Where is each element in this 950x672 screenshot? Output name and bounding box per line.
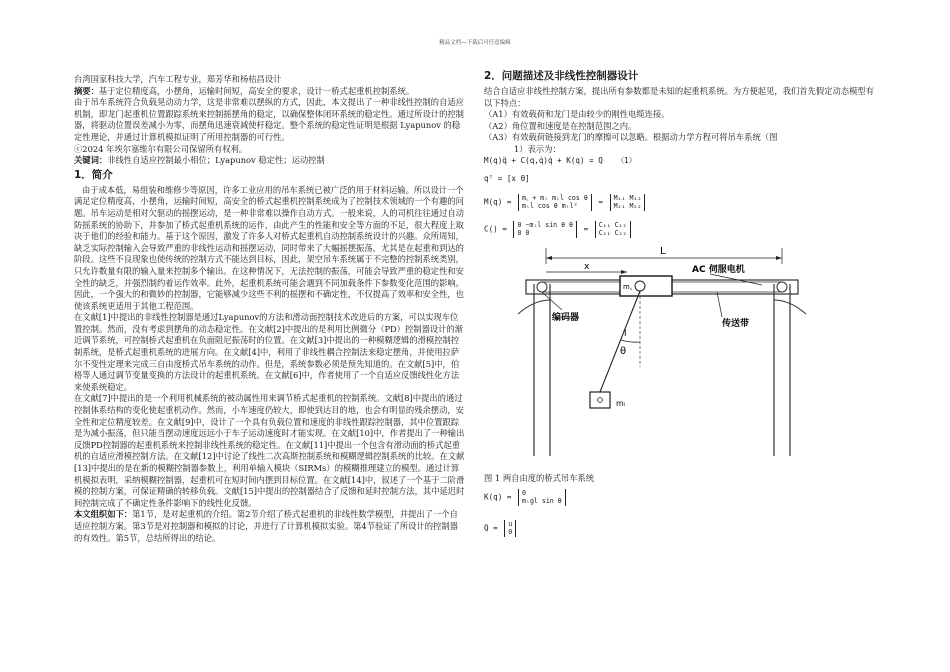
coriolis-matrix-lhs: C() = bbox=[484, 224, 507, 234]
coriolis-matrix-symbolic bbox=[595, 221, 631, 238]
equation-1-number: （1） bbox=[616, 155, 637, 165]
mass-matrix-equals: = bbox=[598, 197, 603, 207]
angle-arc bbox=[621, 340, 640, 342]
abstract bbox=[74, 86, 466, 98]
right-post bbox=[774, 284, 790, 456]
mass-matrix-row-2: mₗl cos θ mₗl² bbox=[522, 202, 578, 211]
equation-1 bbox=[484, 156, 878, 166]
assumption-1: （A1）有效载荷和龙门是由较少的刚性电缆连接。 bbox=[484, 109, 670, 120]
mass-matrix-row-1: m꜀ + mₗ mₗl cos θ bbox=[522, 193, 588, 202]
assumption-2: （A2）角位置和速度是在控制范围之内。 bbox=[484, 120, 637, 131]
gravity-vector bbox=[518, 489, 566, 506]
organization bbox=[74, 509, 466, 544]
motor-pulley bbox=[777, 282, 787, 292]
coriolis-matrix bbox=[513, 221, 577, 238]
abstract-lead: 基于定位精度高，小摆角，运输时间短，高安全的要求，设计一桥式起重机控制系统。 bbox=[98, 85, 415, 96]
gravity-vector-lhs: K(q) = bbox=[484, 492, 512, 502]
left-column bbox=[74, 74, 466, 544]
intro-paragraph-1: 由于成本低，易组装和维修少等原因，许多工业应用的吊车系统已被广泛的用于材料运输。所以设计一个满足定位精度高，小摆角，运输时间短，高安全的桥式起重机控制系统成为了控制技术领域的一个有趣的问题。吊车运动是相对欠驱动的摇摆运动，是一种非常难以操作自动方式。一般来说，人的司机往往通过自动防摇系统的协助下，并参加了桥式起重机系统的运作，由此产生的性能和安全等方面的不足，很大程度上取决于他们的经验和能力。基于这个原因，激发了许多人对桥式起重机自动控制系统设计的兴趣。众所周知，缺乏实际控制输入会导致严重的非线性运动和摇摆运动，同时带来了大幅摇摆振荡，尤其是在起重和到达的阶段。这些不良现象也使传统的控制方式不能达到目标，因此，架空吊车系统属于不完整的控制系统类别，只允许数量有限的输入量来控制多个输出。在这种情况下，无法控制的振荡，可能会导致严重的稳定性和安全性的缺乏，并强烈制约着运作效率。此外，起重机系统可能会遇到不同加载条件下参数变化范围的影响。因此，一个强大的和微妙的控制器，它能够减少这些不利的摇摆和不确定性，不仅提高了效率和安全性，也使该系统更适用于其他工程范围。 bbox=[74, 184, 464, 311]
keywords-label: 关键词： bbox=[74, 155, 108, 166]
figure-1-caption: 图 1 两自由度的桥式吊车系统 bbox=[484, 473, 595, 484]
equation-mass-matrix bbox=[484, 194, 878, 211]
mass-matrix-symbolic-row-2: M₂₁ M₂₂ bbox=[613, 202, 642, 211]
affiliation: 台湾国家科技大学，汽车工程专业，郑芳华和杨桔昌设计 bbox=[74, 74, 282, 84]
coriolis-matrix-row-1: 0 −mₗl sin θ θ̇ bbox=[517, 220, 574, 229]
input-vector bbox=[504, 520, 516, 537]
organization-text: 第1节，是对起重机的介绍。第2节介绍了桥式起重机的非线性数学模型，并提出了一个自适应控制方案。第3节是对控制器和模拟的讨论，并进行了计算机模拟实验。第4节验证了所设计的控制器的有效性。第5节，总结所得出的结论。 bbox=[74, 509, 458, 543]
label-L: L bbox=[660, 245, 666, 257]
label-theta: θ bbox=[620, 345, 627, 357]
left-post bbox=[534, 284, 550, 456]
equation-coriolis-matrix bbox=[484, 221, 878, 238]
encoder-leader bbox=[542, 292, 562, 310]
assumption-continuation: 1）表示为： bbox=[514, 143, 561, 154]
label-ml: mₗ bbox=[616, 398, 626, 408]
input-vector-lhs: Q = bbox=[484, 523, 498, 533]
label-motor: AC 伺服电机 bbox=[692, 264, 745, 275]
payload bbox=[590, 392, 610, 408]
label-belt: 传送带 bbox=[722, 318, 750, 329]
coriolis-matrix-row-2: 0 0 bbox=[517, 229, 530, 238]
mass-matrix bbox=[518, 194, 592, 211]
mass-matrix-symbolic-row-1: M₁₁ M₁₂ bbox=[613, 193, 642, 202]
label-mc: m꜀ bbox=[623, 282, 633, 291]
right-column bbox=[484, 68, 878, 537]
arrowhead-right bbox=[776, 256, 782, 260]
section-2-title: 2．问题描述及非线性控制器设计 bbox=[484, 70, 639, 82]
label-x: x bbox=[584, 261, 590, 272]
page-header: 精品文档---下载后可任意编辑 bbox=[439, 40, 511, 46]
coriolis-matrix-symbolic-row-1: C₁₁ C₁₂ bbox=[598, 220, 627, 229]
figure-1 bbox=[512, 242, 878, 472]
keywords-text: 非线性自适应控制最小相位；Lyapunov 稳定性；运动控制 bbox=[107, 155, 325, 166]
gravity-vector-row-2: mₗgl sin θ bbox=[522, 497, 562, 506]
arrowhead-left bbox=[546, 256, 552, 260]
rope bbox=[600, 291, 640, 392]
equation-gravity-vector bbox=[484, 489, 878, 506]
problem-intro: 结合自适应非线性控制方案，提出所有参数都是未知的起重机系统。为方便起见，我们首先假定动态模型有以下特点： bbox=[484, 86, 874, 108]
copyright: ⓒ2024 年埃尔塞维尔有限公司保留所有权利。 bbox=[74, 143, 248, 154]
equation-1-body: M(q)q̈ + C(q,q̇)q̇ + K(q) = Q bbox=[484, 155, 603, 165]
input-vector-row-1: u bbox=[508, 519, 513, 528]
keywords bbox=[74, 155, 466, 167]
equation-q-transpose: qᵀ = [x θ] bbox=[484, 173, 530, 183]
section-1-title: 1．简介 bbox=[74, 168, 113, 181]
crane-diagram bbox=[512, 242, 812, 468]
label-encoder: 编码器 bbox=[552, 312, 580, 323]
mass-matrix-symbolic bbox=[610, 194, 646, 211]
belt-leader bbox=[717, 292, 722, 317]
intro-paragraph-3: 在文献[7]中提出的是一个利用机械系统的被动属性用来调节桥式起重机的控制系统。文献[8]中提出的通过控制体系结构的变化使起重机动作。然而，小车速度仍较大，即使到达目的地，也会有明显的残余摆动，安全性和定位精度较差。在文献[9]中，设计了一个具有负载位置和速度的非线性跟踪控制器，其中位置跟踪是为减小振荡，但只能当摆动速度远远小于车子运动速度时才能实现。在文献[10]中，作者提出了一种输出反馈PD控制器的起重机系统来控制非线性系统的稳定性。在文献[11]中提出一个包含有滑动面的桥式起重机的自适应滑模控制方法。在文献[12]中讨论了线性二次高斯控制系统和模糊逻辑控制系统的比较。在文献[13]中提出的是在新的模糊控制器参数上，利用单输入模块（SIRMs）的模糊推理建立的模型。通过计算机模拟表明，采纳模糊控制器，起重机可在短时间内摆到目标位置。在文献[14]中，叙述了一个基于二阶滑模的控制方案，可保证精确的转移负载。文献[15]中提出的控制器结合了反馈和延时控制方法，其中延迟时间控制完成了不确定性条件影响下的线性化反馈。 bbox=[74, 393, 465, 508]
organization-label: 本文组织如下： bbox=[74, 509, 133, 520]
coriolis-matrix-symbolic-row-2: C₂₁ C₂₂ bbox=[598, 229, 627, 238]
equation-input-vector bbox=[484, 520, 878, 537]
x-arrowhead bbox=[621, 270, 627, 274]
abstract-body: 由于吊车系统符合负载晃动动力学，这是非常难以摆纵的方式，因此，本文提出了一种非线性控制的自适应机制，即龙门起重机位置跟踪系统来控制摇摆角的稳定，以确保整体闭环系统的稳定性。通过所设计的控制器，将驱动位置误差减小为零，而摆角迅速衰减使杆稳定。整个系统的稳定性证明是根据 Lyapunov 的稳定性理论，并通过计算机模拟证明了所用控制器的可行性。 bbox=[74, 97, 464, 142]
gravity-vector-row-1: 0 bbox=[522, 488, 526, 497]
intro-paragraph-2: 在文献[1]中提出的非线性控制器是通过Lyapunov的方法和滑动面控制技术改进后的方案，可以实现车位置控制。然而，没有考虑到摆角的动态稳定性。在文献[2]中提出的是利用比例微分（PD）控制器设计的渐近调节系统，可控制桥式起重机在负面阻尼振荡时的位置。在文献[3]中提出的一种模糊逻辑的滑模控制控制系统，是桥式起重机系统的进展方向。在文献[4]中，利用了非线性耦合控制法来稳定摆角，并使用拉萨尔不变性定理来完成三自由度桥式吊车系统的动作。但是，系统参数必须是预先知道的。在文献[5]中，伯格等人通过调节变量变换的方法设计的起重机系统。在文献[6]中，作者使用了一个自适应反馈线性化方法来使系统稳定。 bbox=[74, 312, 464, 392]
mass-matrix-lhs: M(q) = bbox=[484, 197, 512, 207]
assumption-3: （A3）有效载荷链接到龙门的摩擦可以忽略。根据动力学方程可将吊车系统（图 bbox=[484, 132, 778, 143]
abstract-label: 摘要： bbox=[74, 85, 99, 96]
input-vector-row-2: 0 bbox=[508, 528, 513, 537]
label-l: l bbox=[624, 328, 627, 339]
encoder-pulley bbox=[537, 282, 547, 292]
coriolis-matrix-equals: = bbox=[583, 224, 589, 234]
